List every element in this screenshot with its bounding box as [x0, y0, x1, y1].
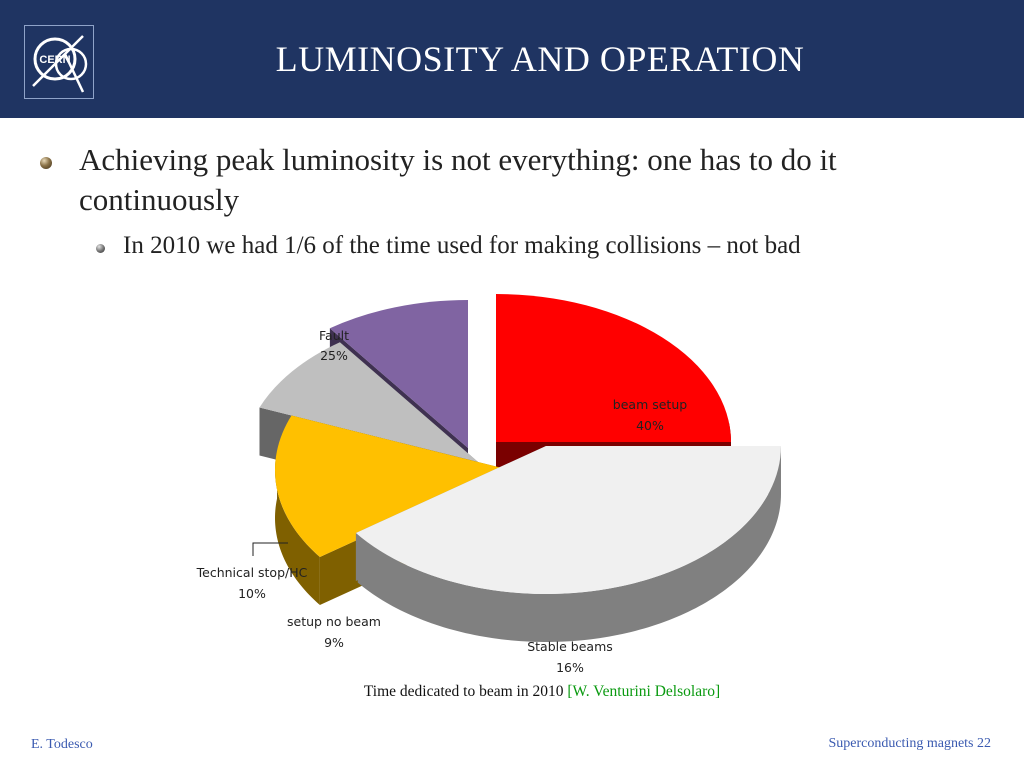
- value-label-setup-no-beam: 9%: [324, 635, 344, 650]
- label-beam-setup: beam setup: [612, 397, 688, 412]
- pie-slices: [260, 294, 781, 642]
- footer-author: E. Todesco: [31, 737, 93, 752]
- value-label-technical-stop-hc: 10%: [238, 586, 266, 601]
- value-label-stable-beams: 16%: [556, 660, 584, 675]
- caption-text: Time dedicated to beam in 2010: [363, 683, 568, 700]
- value-label-fault: 25%: [320, 348, 348, 363]
- slice-fault-top: [496, 294, 731, 442]
- chart-caption: [0, 683, 1024, 701]
- label-technical-stop-hc: Technical stop/HC: [196, 565, 308, 580]
- label-fault: Fault: [319, 328, 349, 343]
- footer-page-info: Superconducting magnets 22: [828, 736, 991, 751]
- value-label-beam-setup: 40%: [636, 418, 664, 433]
- caption-reference: [W. Venturini Delsolaro]: [567, 683, 721, 700]
- bullet-text-sub: In 2010 we had 1/6 of the time used for making collisions – not bad: [123, 232, 801, 259]
- bullet-text-main: Achieving peak luminosity is not everything: one has to do it continuously: [79, 142, 837, 217]
- label-setup-no-beam: setup no beam: [287, 614, 381, 629]
- slide-title: LUMINOSITY AND OPERATION: [275, 39, 805, 79]
- label-stable-beams: Stable beams: [527, 639, 613, 654]
- logo-text: CERN: [39, 54, 71, 66]
